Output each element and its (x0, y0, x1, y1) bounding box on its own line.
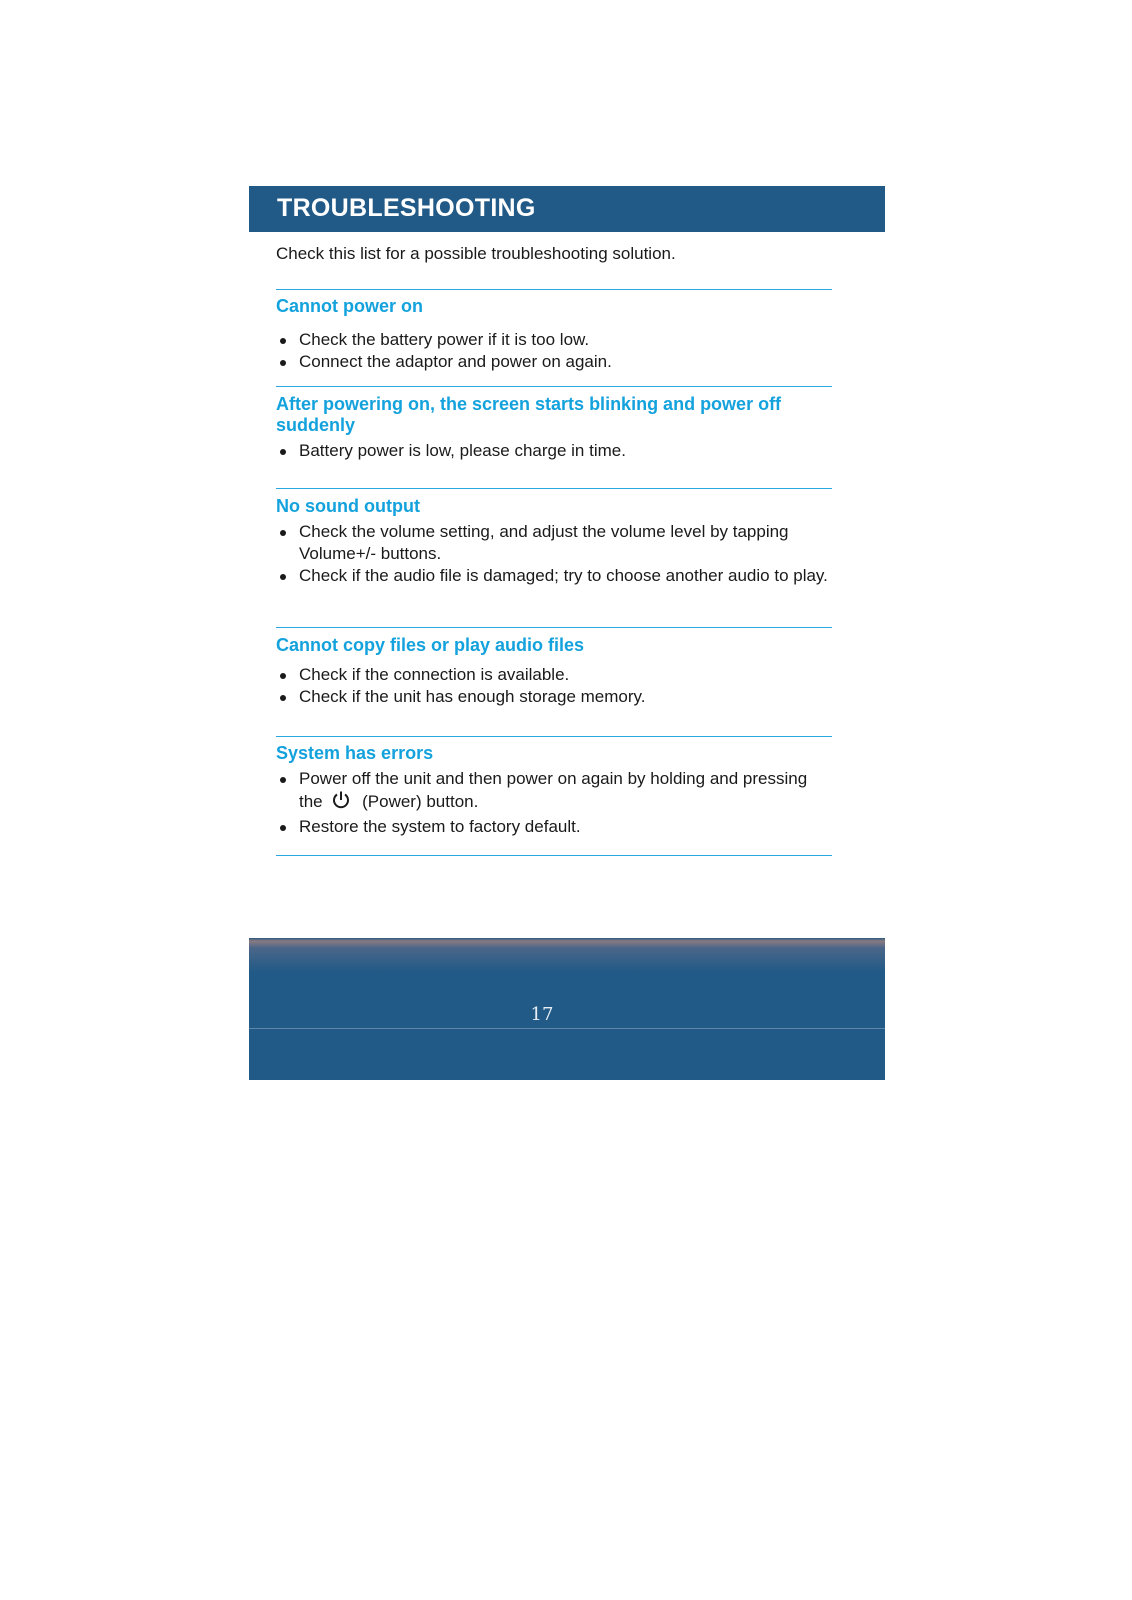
list-item: Check the volume setting, and adjust the volume level by tapping Volume+/- buttons. (276, 521, 799, 565)
list-item: Battery power is low, please charge in time. (276, 440, 832, 462)
power-icon (331, 790, 351, 816)
list-item (276, 768, 819, 816)
list-item: Restore the system to factory default. (276, 816, 832, 838)
intro-text: Check this list for a possible troubleshooting solution. (276, 244, 676, 263)
page-number: 17 (530, 1004, 554, 1025)
page-title: TROUBLESHOOTING (277, 194, 536, 222)
section-title: System has errors (276, 743, 434, 763)
bullet-list (276, 440, 832, 462)
section-no-sound-output (276, 496, 832, 587)
section-screen-blinking (276, 394, 832, 462)
section-title: Cannot copy files or play audio files (276, 635, 585, 655)
section-title: No sound output (276, 496, 420, 516)
list-item: Connect the adaptor and power on again. (276, 351, 832, 373)
list-item-text: (Power) button. (362, 792, 479, 811)
section-cannot-power-on (276, 296, 832, 373)
divider (276, 289, 832, 290)
divider (276, 736, 832, 737)
footer-divider (249, 1028, 885, 1029)
list-item: Check the battery power if it is too low. (276, 329, 832, 351)
page-footer (249, 938, 885, 1080)
section-title: Cannot power on (276, 296, 423, 316)
divider (276, 488, 832, 489)
list-item: Check if the connection is available. (276, 664, 832, 686)
list-item: Check if the unit has enough storage memory. (276, 686, 832, 708)
list-item-text: Power off the unit and then power on again by holding and pressing the (299, 769, 808, 811)
troubleshooting-content (276, 232, 832, 836)
bullet-list (276, 768, 832, 838)
divider (276, 386, 832, 387)
divider (276, 855, 832, 856)
section-cannot-copy-files (276, 635, 832, 708)
bullet-list (276, 521, 832, 587)
bullet-list (276, 664, 832, 708)
section-header-bar (249, 186, 885, 232)
bullet-list (276, 329, 832, 373)
list-item: Check if the audio file is damaged; try to choose another audio to play. (276, 565, 844, 587)
section-system-errors (276, 743, 832, 838)
section-title: After powering on, the screen starts blinking and power off suddenly (276, 394, 782, 435)
divider (276, 627, 832, 628)
